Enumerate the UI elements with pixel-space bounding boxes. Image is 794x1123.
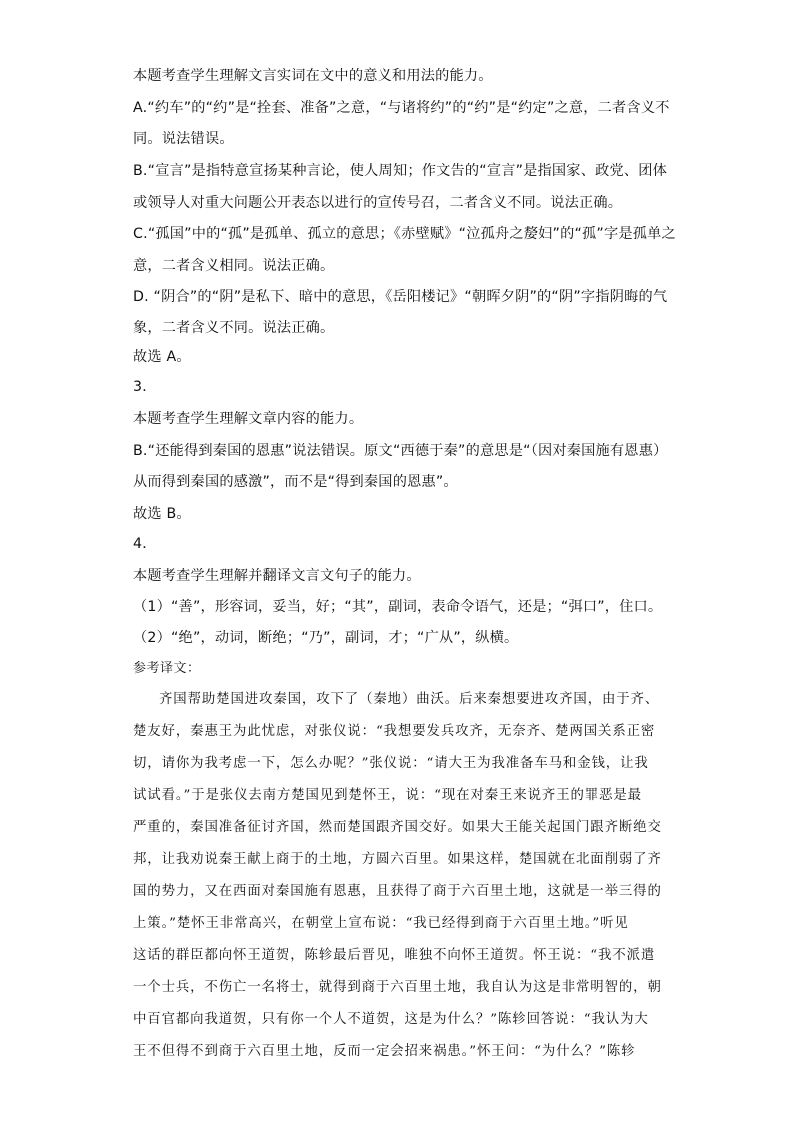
analysis-line: C.“孤国”中的“孤”是孤单、孤立的意思；《赤壁赋》“泣孤舟之嫠妇”的“孤”字是孤单之: [133, 226, 676, 242]
analysis-line: B.“宣言”是指特意宣扬某种言论，使人周知；作文告的“宣言”是指国家、政党、团体: [133, 163, 668, 179]
analysis-line: 象，二者含义不同。说法正确。: [133, 320, 335, 336]
translation-line: 楚友好，秦惠王为此忧虑，对张仪说：“我想要发兵攻齐，无奈齐、楚两国关系正密: [133, 724, 656, 739]
analysis-line: 意，二者含义相同。说法正确。: [133, 258, 335, 274]
translation-line: 王不但得不到商于六百里土地，反而一定会招来祸患。”怀王问：“为什么？”陈轸: [133, 1044, 636, 1059]
analysis-line: B.“还能得到秦国的恩惠”说法错误。原文“西德于秦”的意思是“（因对秦国施有恩惠）: [133, 443, 668, 459]
translation-line: 邦，让我劝说秦王献上商于的土地，方圆六百里。如果这样，楚国就在北面削弱了齐: [133, 852, 662, 867]
analysis-line: 本题考查学生理解并翻译文言文句子的能力。: [133, 568, 421, 584]
translation-line: 上策。”楚怀王非常高兴，在朝堂上宣布说：“我已经得到商于六百里土地。”听见: [133, 916, 629, 931]
question-number: 3．: [133, 379, 157, 395]
analysis-line: 同。说法错误。: [133, 131, 234, 147]
translation-line: 试试看。”于是张仪去南方楚国见到楚怀王，说：“现在对秦王来说齐王的罪恶是最: [133, 788, 642, 803]
analysis-line: 本题考查学生理解文章内容的能力。: [133, 411, 364, 427]
analysis-line: （1）“善”，形容词，妥当，好；“其”，副词，表命令语气，还是；“弭口”，住口。: [133, 599, 663, 615]
answer-line: 故选 B。: [133, 506, 191, 522]
analysis-line: 或领导人对重大问题公开表态以进行的宣传号召，二者含义不同。说法正确。: [133, 195, 623, 211]
translation-label: 参考译文：: [133, 661, 201, 676]
analysis-line: （2）“绝”，动词，断绝；“乃”，副词，才；“广从”，纵横。: [133, 630, 519, 646]
question-number: 4．: [133, 536, 157, 552]
translation-line: 一个士兵，不伤亡一名将士，就得到商于六百里土地，我自认为这是非常明智的，朝: [133, 980, 662, 995]
translation-line: 国的势力，又在西面对秦国施有恩惠，且获得了商于六百里土地，这就是一举三得的: [133, 884, 662, 899]
analysis-line: 从而得到秦国的感激”，而不是“得到秦国的恩惠”。: [133, 474, 458, 490]
analysis-line: 本题考查学生理解文言实词在文中的意义和用法的能力。: [133, 68, 493, 84]
analysis-line: D. “阴合”的“阴”是私下、暗中的意思，《岳阳楼记》“朝晖夕阴”的“阴”字指阴晦的气: [133, 289, 668, 305]
translation-line: 中百官都向我道贺，只有你一个人不道贺，这是为什么？”陈轸回答说：“我认为大: [133, 1012, 649, 1027]
translation-line: 齐国帮助楚国进攻秦国，攻下了（秦地）曲沃。后来秦想要进攻齐国，由于齐、: [159, 692, 660, 707]
translation-line: 这话的群臣都向怀王道贺，陈轸最后晋见，唯独不向怀王道贺。怀王说：“我不派遣: [133, 948, 656, 963]
translation-line: 严重的，秦国准备征讨齐国，然而楚国跟齐国交好。如果大王能关起国门跟齐断绝交: [133, 820, 662, 835]
analysis-line: A.“约车”的“约”是“拴套、准备”之意，“与诸将约”的“约”是“约定”之意，二者含义不: [133, 100, 670, 116]
translation-line: 切，请你为我考虑一下，怎么办呢？”张仪说：“请大王为我准备车马和金钱，让我: [133, 756, 649, 771]
answer-line: 故选 A。: [133, 349, 191, 365]
